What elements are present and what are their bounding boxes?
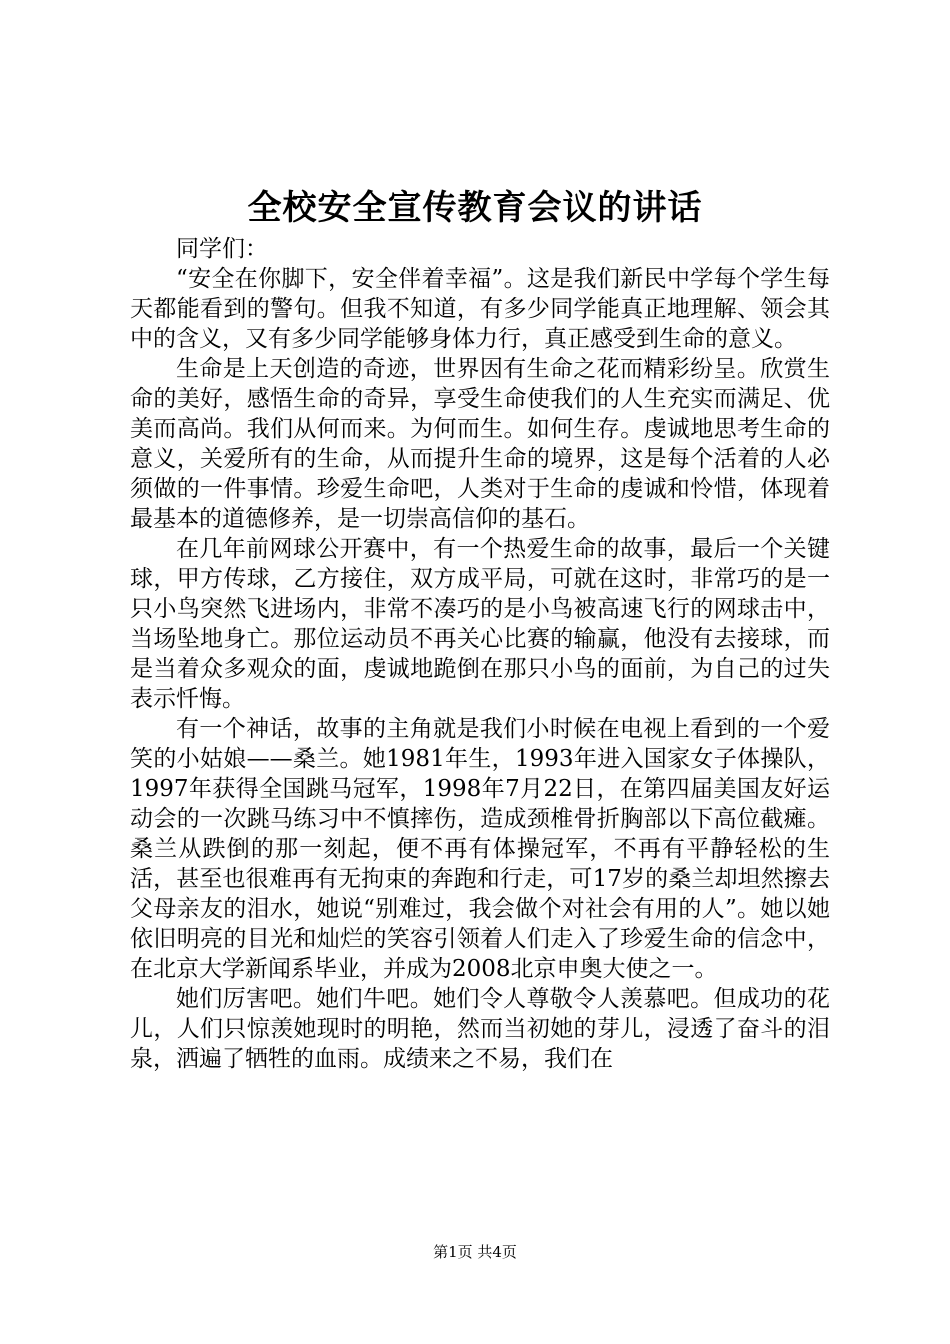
paragraph: 在几年前网球公开赛中，有一个热爱生命的故事，最后一个关键球，甲方传球，乙方接住，双方成平局，可就在这时，非常巧的是一只小鸟突然飞进场内，非常不凑巧的是小鸟被高速飞行的网球击中，当场坠地身亡。那位运动员不再关心比赛的输赢，他没有去接球，而是当着众多观众的面，虔诚地跪倒在那只小鸟的面前，为自己的过失表示忏悔。 — [130, 536, 830, 712]
page-footer: 第1页 共4页 — [433, 1243, 517, 1261]
paragraph: 生命是上天创造的奇迹，世界因有生命之花而精彩纷呈。欣赏生命的美好，感悟生命的奇异，享受生命使我们的人生充实而满足、优美而高尚。我们从何而来。为何而生。如何生存。虔诚地思考生命的意义，关爱所有的生命，从而提升生命的境界，这是每个活着的人必须做的一件事情。珍爱生命吧，人类对于生命的虔诚和怜惜，体现着最基本的道德修养，是一切崇高信仰的基石。 — [130, 356, 830, 532]
page-title: 全校安全宣传教育会议的讲话 — [247, 188, 703, 228]
paragraph: “安全在你脚下，安全伴着幸福”。这是我们新民中学每个学生每天都能看到的警句。但我不知道，有多少同学能真正地理解、领会其中的含义，又有多少同学能够身体力行，真正感受到生命的意义。 — [130, 266, 830, 352]
paragraph: 她们厉害吧。她们牛吧。她们令人尊敬令人羡慕吧。但成功的花儿，人们只惊羡她现时的明艳，然而当初她的芽儿，浸透了奋斗的泪泉，洒遍了牺牲的血雨。成绩来之不易，我们在 — [130, 986, 830, 1072]
document-body — [130, 234, 830, 1074]
paragraph: 有一个神话，故事的主角就是我们小时候在电视上看到的一个爱笑的小姑娘——桑兰。她1981年生，1993年进入国家女子体操队，1997年获得全国跳马冠军，1998年7月22日，在第四届美国友好运动会的一次跳马练习中不慎摔伤，造成颈椎骨折胸部以下高位截瘫。桑兰从跌倒的那一刻起，便不再有体操冠军，不再有平静轻松的生活，甚至也很难再有无拘束的奔跑和行走，可17岁的桑兰却坦然擦去父母亲友的泪水，她说“别难过，我会做个对社会有用的人”。她以她依旧明亮的目光和灿烂的笑容引领着人们走入了珍爱生命的信念中，在北京大学新闻系毕业，并成为2008北京申奥大使之一。 — [130, 716, 830, 982]
paragraph-greeting: 同学们： — [176, 236, 268, 262]
